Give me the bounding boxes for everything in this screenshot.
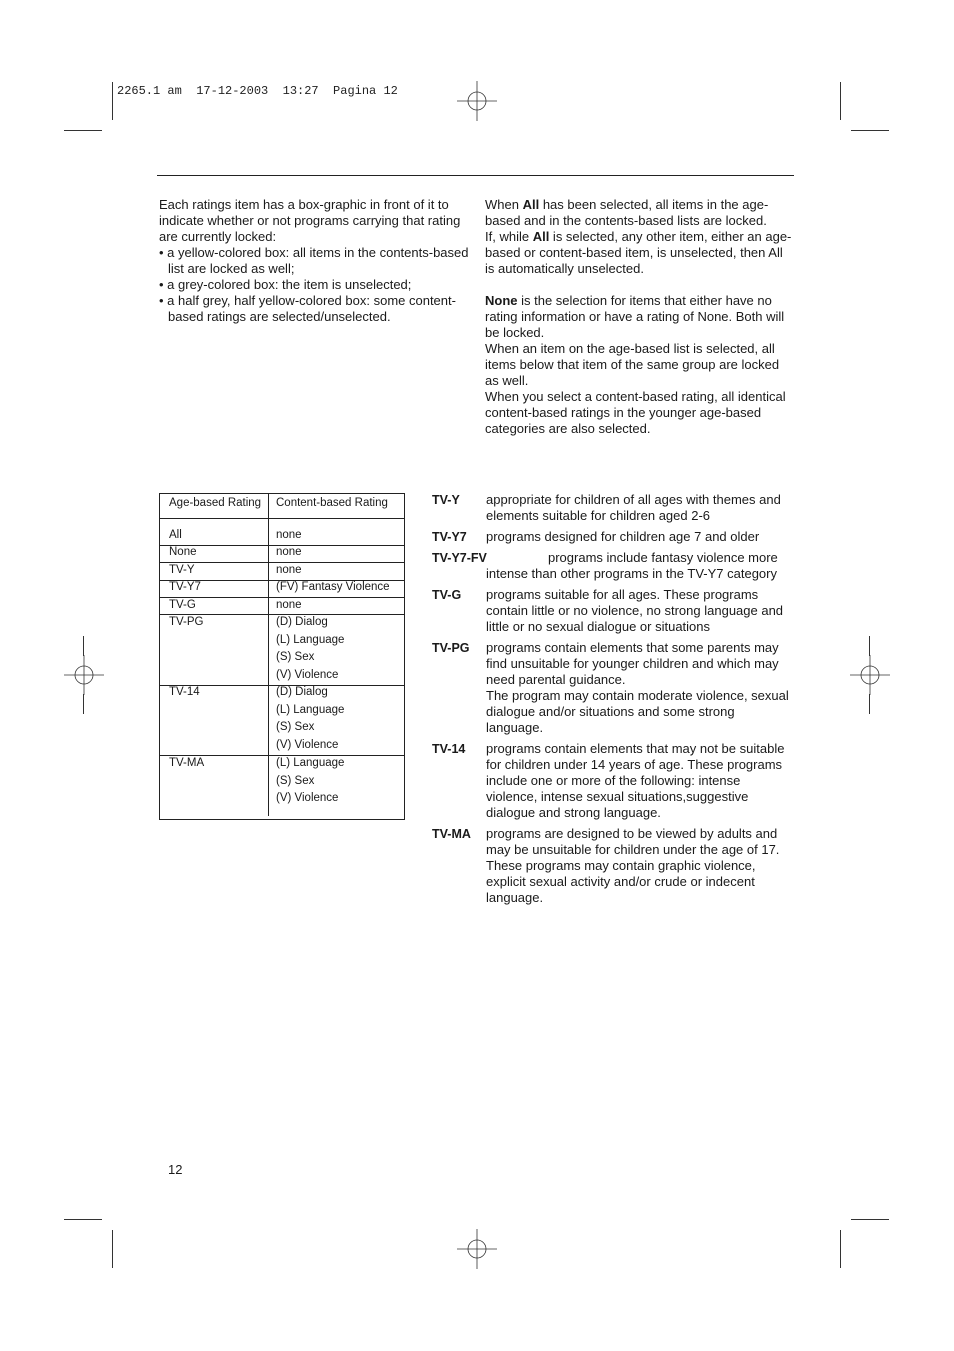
ratings-table: [159, 493, 405, 820]
definition-tv-ma: [432, 826, 794, 906]
table-cell-content: (L) Language: [276, 634, 345, 646]
table-cell-age: TV-14: [169, 686, 200, 698]
print-slug: 2265.1 am 17-12-2003 13:27 Pagina 12: [117, 84, 398, 98]
table-cell-age: TV-MA: [169, 757, 205, 769]
definition-term: TV-Y7: [432, 530, 467, 544]
table-header-content: Content-based Rating: [276, 497, 388, 509]
table-cell-content: (V) Violence: [276, 669, 339, 681]
crop-mark-top-left-v: [112, 82, 113, 120]
reg-tick-right-top: [869, 636, 870, 656]
bullet-item: • a yellow-colored box: all items in the contents-based list are locked as well;: [159, 245, 469, 276]
definition-term: TV-MA: [432, 827, 471, 841]
table-cell-age: TV-G: [169, 599, 196, 611]
definition-tv-y: [432, 492, 794, 524]
definition-tv-g: [432, 587, 794, 635]
right-column: [485, 197, 795, 437]
definition-text: programs suitable for all ages. These programs contain little or no violence, no strong language and little or no sexual dialogue or situations: [486, 587, 784, 634]
table-cell-age: None: [169, 546, 197, 558]
definition-tv-y7: [432, 529, 794, 545]
registration-mark-bottom-icon: [457, 1229, 497, 1269]
intro-paragraph: Each ratings item has a box-graphic in front of it to indicate whether or not programs carrying that rating are currently locked:: [159, 197, 461, 244]
table-header-line: [160, 518, 405, 519]
crop-mark-bottom-right-h: [851, 1219, 889, 1220]
paragraph-none: None is the selection for items that either have no rating information or have a rating of None. Both will be locked.: [485, 293, 785, 340]
table-cell-age: All: [169, 529, 182, 541]
paragraph-age-based: When an item on the age-based list is selected, all items below that item of the same group are locked as well.: [485, 341, 780, 388]
table-column-divider: [268, 494, 269, 816]
crop-mark-bottom-left-v: [112, 1230, 113, 1268]
table-cell-content: none: [276, 564, 302, 576]
crop-mark-top-left-h: [64, 130, 102, 131]
definition-text-continued: The program may contain moderate violence, sexual dialogue and/or situations and some strong language.: [486, 688, 789, 735]
table-cell-content: (S) Sex: [276, 651, 315, 663]
definition-tv-14: [432, 741, 794, 821]
definition-tv-pg: [432, 640, 794, 736]
table-cell-content: none: [276, 529, 302, 541]
paragraph-all-unselected: If, while All is selected, any other item, either an age-based or content-based item, is unselected, then All is automatically unselected.: [485, 229, 792, 276]
definition-text: programs include fantasy violence more intense than other programs in the TV-Y7 category: [486, 550, 778, 581]
table-cell-content: (FV) Fantasy Violence: [276, 581, 390, 593]
table-cell-content: (D) Dialog: [276, 686, 328, 698]
definition-term: TV-Y: [432, 493, 460, 507]
registration-mark-left-icon: [64, 655, 104, 695]
left-column: [159, 197, 469, 325]
reg-tick-left-top: [83, 636, 84, 656]
table-cell-content: (S) Sex: [276, 775, 315, 787]
table-cell-content: (D) Dialog: [276, 616, 328, 628]
paragraph-all-selected: When All has been selected, all items in the age-based and in the contents-based lists are locked.: [485, 197, 769, 228]
table-cell-content: none: [276, 546, 302, 558]
crop-mark-bottom-right-v: [840, 1230, 841, 1268]
table-header-age: Age-based Rating: [169, 497, 262, 509]
registration-mark-right-icon: [850, 655, 890, 695]
table-cell-content: (V) Violence: [276, 739, 339, 751]
table-cell-content: (S) Sex: [276, 721, 315, 733]
table-cell-content: (L) Language: [276, 704, 345, 716]
definition-text: programs contain elements that may not be suitable for children under 14 years of age. These programs include one or more of the following: intense violence, intense sexual situations,suggestive dialogue and strong language.: [486, 741, 785, 820]
crop-mark-top-right-h: [851, 130, 889, 131]
table-cell-content: (V) Violence: [276, 792, 339, 804]
definition-term: TV-G: [432, 588, 462, 602]
definition-term: TV-Y7-FV: [432, 551, 487, 565]
reg-tick-right-bottom: [869, 694, 870, 714]
reg-tick-left-bottom: [83, 694, 84, 714]
registration-mark-top-icon: [457, 81, 497, 121]
page-number: 12: [168, 1162, 183, 1177]
table-cell-age: TV-Y7: [169, 581, 201, 593]
definition-text: programs are designed to be viewed by adults and may be unsuitable for children under the age of 17. These programs may contain graphic violence, explicit sexual activity and/or crude or indecent language.: [486, 826, 780, 905]
definition-term: TV-14: [432, 742, 466, 756]
table-cell-age: TV-Y: [169, 564, 195, 576]
crop-mark-top-right-v: [840, 82, 841, 120]
table-cell-content: none: [276, 599, 302, 611]
bullet-item: • a grey-colored box: the item is unselected;: [159, 277, 412, 292]
definition-text: programs contain elements that some parents may find unsuitable for younger children and which may need parental guidance.: [486, 640, 779, 687]
definition-text: programs designed for children age 7 and older: [486, 529, 760, 544]
definition-term: TV-PG: [432, 641, 470, 655]
paragraph-content-based: When you select a content-based rating, all identical content-based ratings in the younger age-based categories are also selected.: [485, 389, 786, 436]
table-cell-age: TV-PG: [169, 616, 204, 628]
crop-mark-bottom-left-h: [64, 1219, 102, 1220]
table-cell-content: (L) Language: [276, 757, 345, 769]
definition-tv-y7-fv: [432, 550, 794, 582]
definition-text: appropriate for children of all ages with themes and elements suitable for children aged 2-6: [486, 492, 781, 523]
bullet-item: • a half grey, half yellow-colored box: some content-based ratings are selected/unselected.: [159, 293, 456, 324]
top-rule: [157, 175, 794, 176]
